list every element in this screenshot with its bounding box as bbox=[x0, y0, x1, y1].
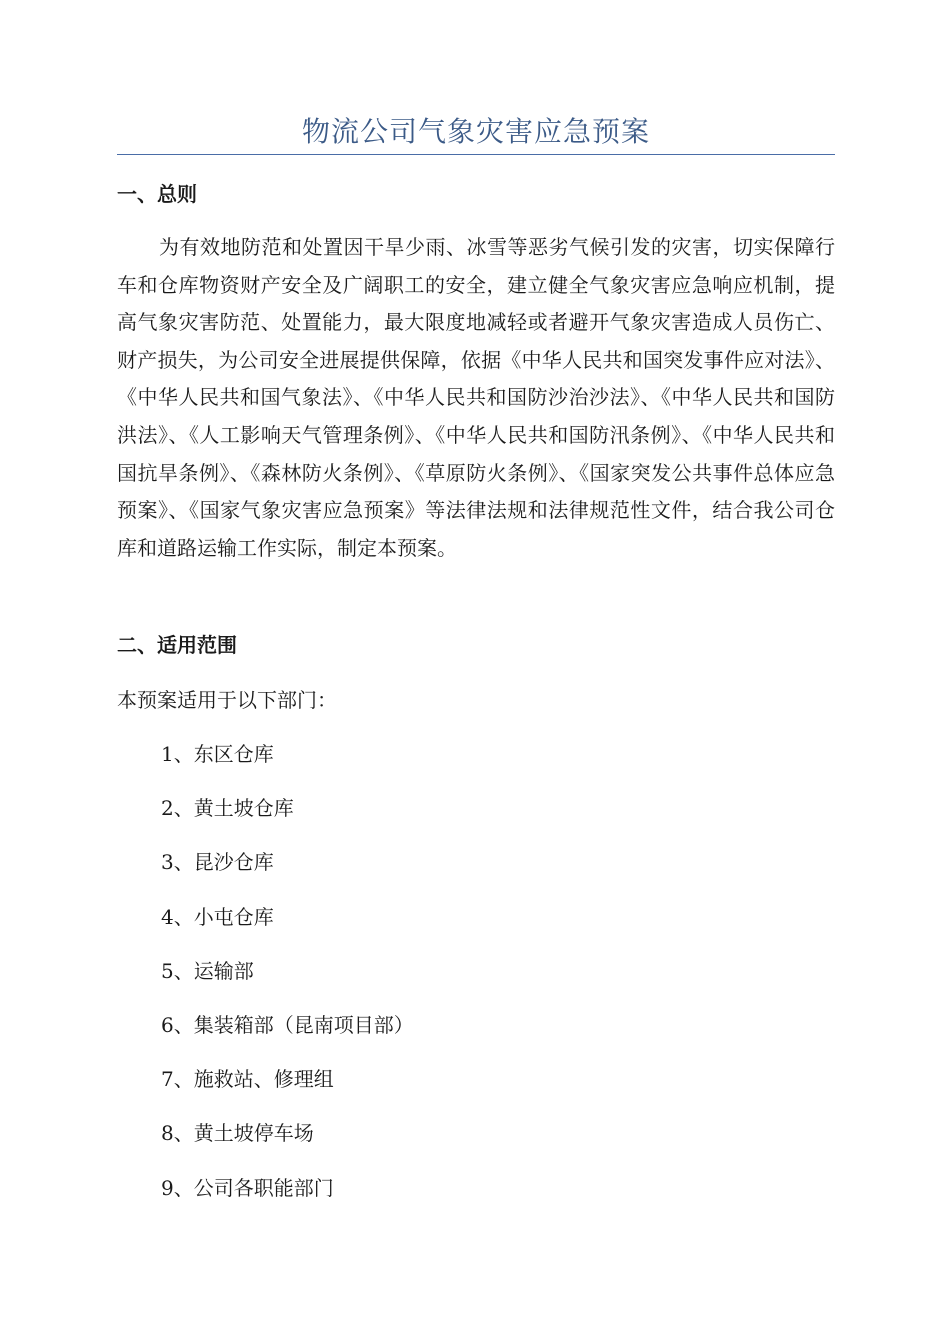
title-divider bbox=[117, 154, 835, 155]
department-label: 8、黄土坡停车场 bbox=[161, 1121, 314, 1146]
department-label: 6、集装箱部（昆南项目部） bbox=[161, 1012, 414, 1037]
list-item bbox=[161, 1011, 414, 1065]
department-list bbox=[161, 740, 414, 1228]
list-item bbox=[161, 1065, 414, 1119]
list-item bbox=[161, 848, 414, 902]
section-heading-scope: 二、适用范围 bbox=[117, 633, 237, 657]
list-item bbox=[161, 903, 414, 957]
general-paragraph: 为有效地防范和处置因干旱少雨、冰雪等恶劣气候引发的灾害，切实保障行车和仓库物资财产安全及广阔职工的安全，建立健全气象灾害应急响应机制，提高气象灾害防范、处置能力，最大限度地减轻或者避开气象灾害造成人员伤亡、财产损失，为公司安全进展提供保障，依据《中华人民共和国突发事件应对法》、《中华人民共和国气象法》、《中华人民共和国防沙治沙法》、《中华人民共和国防洪法》、《人工影响天气管理条例》、《中华人民共和国防汛条例》、《中华人民共和国抗旱条例》、《森林防火条例》、《草原防火条例》、《国家突发公共事件总体应急预案》、《国家气象灾害应急预案》等法律法规和法律规范性文件，结合我公司仓库和道路运输工作实际，制定本预案。 bbox=[117, 235, 835, 560]
list-item bbox=[161, 957, 414, 1011]
list-item bbox=[161, 740, 414, 794]
department-label: 4、小屯仓库 bbox=[161, 904, 274, 929]
department-label: 9、公司各职能部门 bbox=[161, 1175, 334, 1200]
document-title: 物流公司气象灾害应急预案 bbox=[301, 115, 650, 148]
department-label: 1、东区仓库 bbox=[161, 742, 274, 766]
department-label: 5、运输部 bbox=[161, 958, 254, 983]
list-item bbox=[161, 1119, 414, 1173]
department-label: 2、黄土坡仓库 bbox=[161, 796, 294, 821]
scope-intro: 本预案适用于以下部门： bbox=[117, 688, 337, 712]
department-label: 3、昆沙仓库 bbox=[161, 850, 274, 875]
department-label: 7、施救站、修理组 bbox=[161, 1067, 334, 1092]
list-item bbox=[161, 1174, 414, 1228]
list-item bbox=[161, 794, 414, 848]
section-heading-general: 一、总则 bbox=[117, 182, 197, 206]
